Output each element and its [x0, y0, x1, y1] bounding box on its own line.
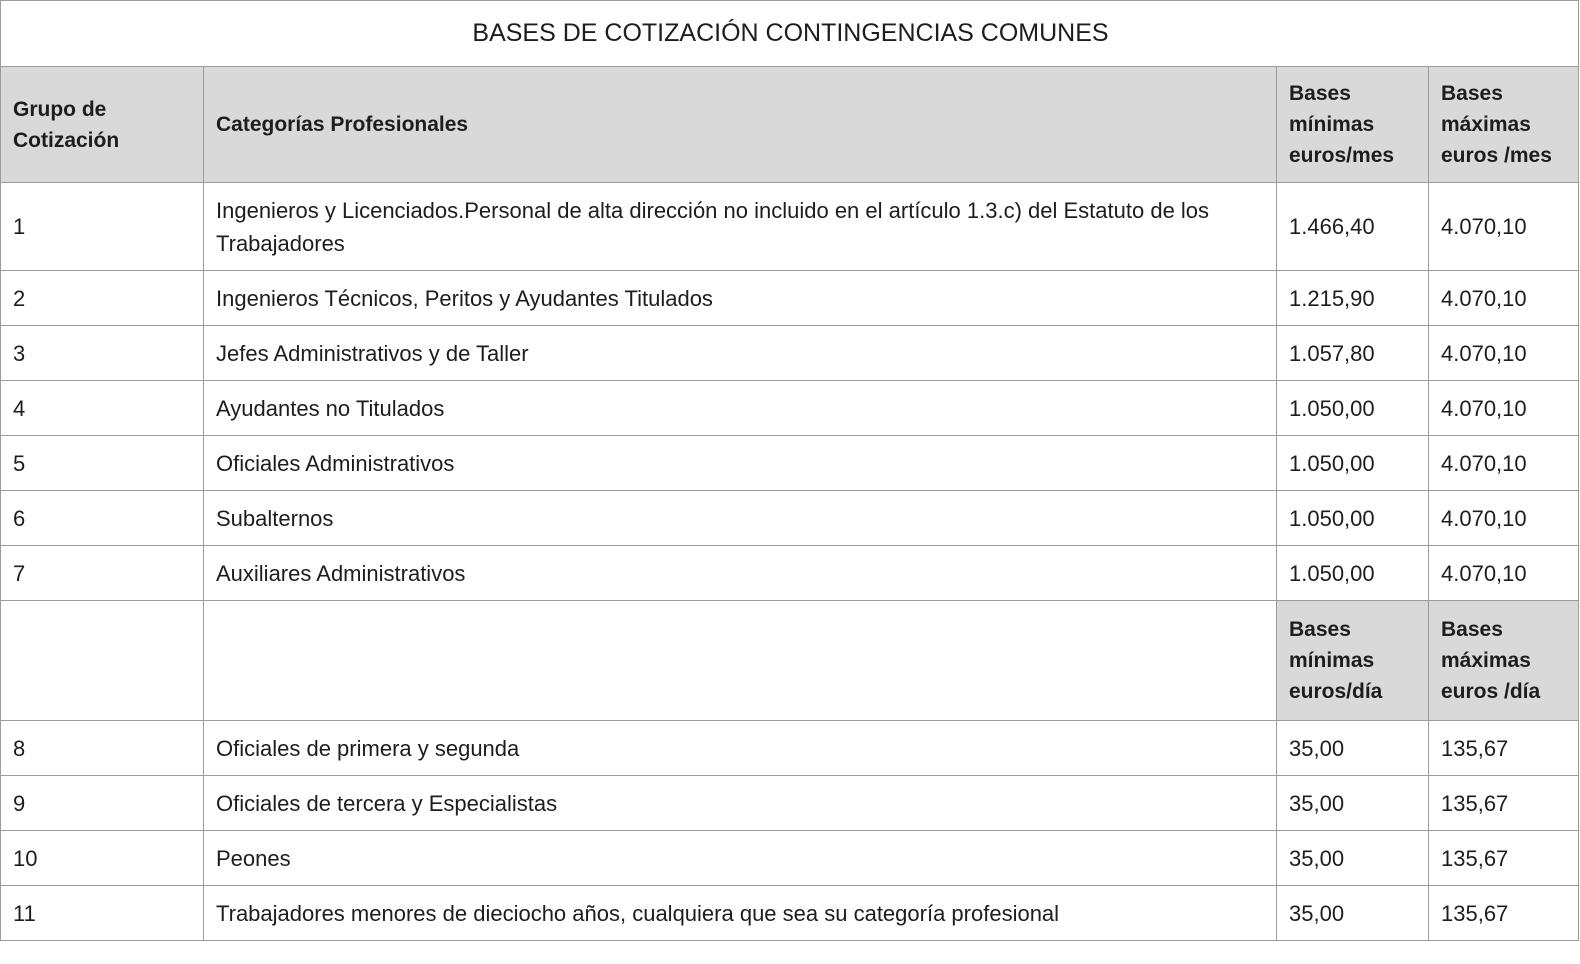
category-cell: Auxiliares Administrativos: [204, 546, 1277, 601]
base-min-cell: 35,00: [1277, 721, 1429, 776]
base-max-cell: 4.070,10: [1429, 271, 1579, 326]
base-min-cell: 1.057,80: [1277, 326, 1429, 381]
category-cell: Oficiales Administrativos: [204, 436, 1277, 491]
group-cell: 2: [1, 271, 204, 326]
category-cell: Jefes Administrativos y de Taller: [204, 326, 1277, 381]
column-header-categorias: Categorías Profesionales: [204, 67, 1277, 183]
group-cell: 4: [1, 381, 204, 436]
page-title: BASES DE COTIZACIÓN CONTINGENCIAS COMUNES: [1, 1, 1579, 67]
column-header-bases-maximas-mes: Bases máximas euros /mes: [1429, 67, 1579, 183]
base-min-cell: 1.215,90: [1277, 271, 1429, 326]
base-min-cell: 35,00: [1277, 831, 1429, 886]
base-min-cell: 1.050,00: [1277, 546, 1429, 601]
base-max-cell: 4.070,10: [1429, 436, 1579, 491]
base-max-cell: 4.070,10: [1429, 381, 1579, 436]
table-row: [1, 183, 1579, 271]
group-cell: 6: [1, 491, 204, 546]
category-cell: Oficiales de primera y segunda: [204, 721, 1277, 776]
base-max-cell: 135,67: [1429, 776, 1579, 831]
table-row: [1, 491, 1579, 546]
empty-group-cell: [1, 601, 204, 721]
table-row: [1, 271, 1579, 326]
base-min-cell: 1.466,40: [1277, 183, 1429, 271]
table-row: [1, 436, 1579, 491]
column-header-bases-minimas-mes: Bases mínimas euros/mes: [1277, 67, 1429, 183]
category-cell: Trabajadores menores de dieciocho años, cualquiera que sea su categoría profesional: [204, 886, 1277, 941]
group-cell: 7: [1, 546, 204, 601]
column-header-grupo: Grupo de Cotización: [1, 67, 204, 183]
base-min-cell: 1.050,00: [1277, 436, 1429, 491]
table-title-row: [1, 1, 1579, 67]
base-min-cell: 1.050,00: [1277, 381, 1429, 436]
base-max-cell: 4.070,10: [1429, 491, 1579, 546]
column-header-bases-maximas-dia: Bases máximas euros /día: [1429, 601, 1579, 721]
category-cell: Ayudantes no Titulados: [204, 381, 1277, 436]
base-max-cell: 135,67: [1429, 886, 1579, 941]
base-max-cell: 135,67: [1429, 721, 1579, 776]
table-row: [1, 721, 1579, 776]
category-cell: Oficiales de tercera y Especialistas: [204, 776, 1277, 831]
empty-category-cell: [204, 601, 1277, 721]
monthly-header-row: [1, 67, 1579, 183]
group-cell: 1: [1, 183, 204, 271]
table-row: [1, 776, 1579, 831]
group-cell: 5: [1, 436, 204, 491]
base-max-cell: 135,67: [1429, 831, 1579, 886]
daily-header-row: [1, 601, 1579, 721]
group-cell: 8: [1, 721, 204, 776]
base-max-cell: 4.070,10: [1429, 546, 1579, 601]
table-row: [1, 886, 1579, 941]
category-cell: Ingenieros Técnicos, Peritos y Ayudantes Titulados: [204, 271, 1277, 326]
column-header-bases-minimas-dia: Bases mínimas euros/día: [1277, 601, 1429, 721]
table-row: [1, 546, 1579, 601]
base-max-cell: 4.070,10: [1429, 183, 1579, 271]
base-max-cell: 4.070,10: [1429, 326, 1579, 381]
table-row: [1, 831, 1579, 886]
base-min-cell: 1.050,00: [1277, 491, 1429, 546]
category-cell: Peones: [204, 831, 1277, 886]
group-cell: 3: [1, 326, 204, 381]
base-min-cell: 35,00: [1277, 886, 1429, 941]
group-cell: 9: [1, 776, 204, 831]
group-cell: 11: [1, 886, 204, 941]
category-cell: Ingenieros y Licenciados.Personal de alta dirección no incluido en el artículo 1.3.c) del Estatuto de los Trabajadores: [204, 183, 1277, 271]
group-cell: 10: [1, 831, 204, 886]
base-min-cell: 35,00: [1277, 776, 1429, 831]
table-row: [1, 381, 1579, 436]
category-cell: Subalternos: [204, 491, 1277, 546]
table-row: [1, 326, 1579, 381]
